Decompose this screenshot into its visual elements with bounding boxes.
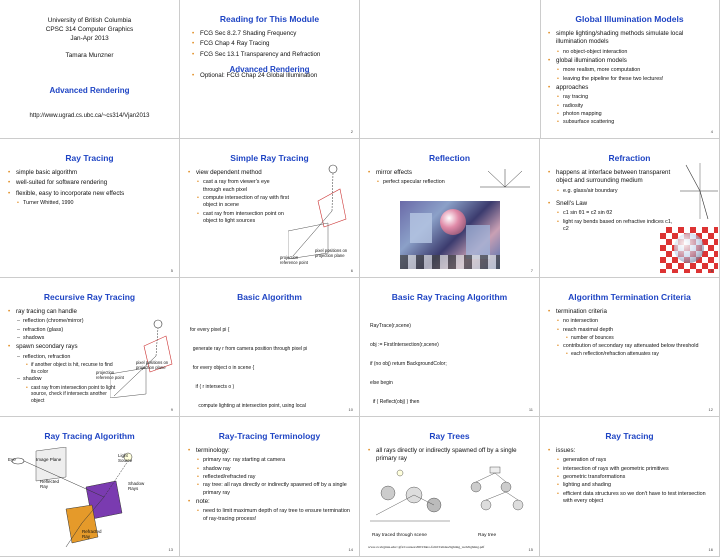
optional-reading [192,72,353,82]
slide-number: 6 [350,268,353,273]
slide-heading: Ray Tracing Algorithm [44,431,135,441]
author: Tamara Munzner [65,51,114,59]
slide-heading: Ray Tracing [65,153,114,163]
code-line: compute lighting at intersection point, using local [190,403,306,410]
sub-bullet: • efficient data structures so we don't have to test intersection with every object [557,491,713,506]
sub-bullet: • ray tree: all rays directly or indirectly spawned off by a single primary ray [197,482,353,497]
reading-item: • FCG Sec 13.1 Transparency and Refraction [192,51,353,59]
code-line: for every object o in scene { [190,365,255,372]
slide-ray-tracing-terminology [180,417,360,557]
pseudocode [190,314,307,417]
sub-bullet: • no intersection [557,318,713,325]
term: Jan-Apr 2013 [70,34,109,42]
reflection-render-image [400,201,500,269]
slide-body [548,169,679,234]
label-image-plane: Image Plane [36,457,62,462]
slide-heading: Ray Tracing [605,431,654,441]
sub-bullet: – reflection, refraction [17,354,119,361]
light-icon [329,165,337,173]
slide-number: 15 [528,547,533,552]
sub-bullet: • e.g. glass/air boundary [557,188,679,195]
label-reflected-ray: Reflected Ray [40,479,60,489]
slide-simple-ray-tracing [180,139,360,278]
sub-bullet: • reach maximal depth [557,327,713,334]
reading-item: • FCG Sec 8.2.7 Shading Frequency [192,30,353,38]
sub-bullet: • contribution of secondary ray attenuated below threshold [557,343,713,350]
bullet: • happens at interface between transparent object and surrounding medium [548,169,679,186]
slide-body [368,447,533,466]
sub-bullet: • intersection of rays with geometric primitives [557,466,713,473]
ray-tree-graph [456,465,534,529]
reading-item: • FCG Chap 4 Ray Tracing [192,40,353,48]
label-light-source: Light Source [118,453,133,463]
bullet: • spawn secondary rays [8,343,119,351]
university: University of British Columbia [47,17,132,24]
object-shape [318,189,346,227]
bullet: • Snell's Law [548,200,679,208]
source-url[interactable]: www.cs.virginia.edu/~gfx/Courses/2003/Intro.fall.03/slides/lighting_web/lighting.pdf [368,545,485,549]
bullet: • well-suited for software rendering [8,179,173,187]
sub-bullet: • c1 sin θ1 = c2 sin θ2 [557,210,679,217]
slide-heading: Reflection [428,153,471,163]
slide-number: 10 [348,407,353,412]
bullet: • terminology: [188,447,353,455]
sub-bullet: • ray tracing [557,94,713,101]
sub-bullet: • no object-object interaction [557,49,713,56]
slide-number: 5 [170,268,173,273]
sub-bullet: – shadows [17,335,119,342]
slide-divider [540,0,541,139]
pseudocode [370,310,474,417]
topic-title: Advanced Rendering [49,86,130,95]
code-line: obj := FirstIntersection(r,scene) [370,341,439,348]
slide-number: 2 [350,129,353,134]
slide-body [188,169,289,226]
reading-item: • Optional: FCG Chap 24 Global Illumination [192,72,353,80]
sub-bullet: • perfect specular reflection [377,179,533,186]
slide-body [548,447,713,506]
sub-bullet: • compute intersection of ray with first object in scene [197,195,289,210]
slide-heading: Algorithm Termination Criteria [568,292,691,302]
slide-title [0,0,180,139]
slide-reading [180,0,360,139]
recursive-ray-diagram [110,318,178,398]
slide-number: 12 [708,407,713,412]
slide-number: 16 [708,547,713,552]
slide-heading: Refraction [608,153,651,163]
slide-number: 11 [528,407,533,412]
bullet: • global illumination models [548,57,713,65]
title-lines [0,17,179,61]
bullet: • view dependent method [188,169,289,177]
sub-bullet: • radiosity [557,103,713,110]
slide-number: 13 [168,547,173,552]
slide-body [548,308,713,359]
label-eye: Eye [8,457,16,462]
sub-bullet: • subsurface scattering [557,119,713,126]
sub-bullet: • each reflection/refraction attenuates ray [566,351,713,358]
course: CPSC 314 Computer Graphics [45,25,134,33]
sub-bullet: • more realism, more computation [557,67,713,74]
slide-number: 7 [530,268,533,273]
ray-tree-scene [370,465,450,529]
sub-bullet: • light ray bends based on refractive indices c1, c2 [557,219,679,234]
sub-bullet: – shadow [17,376,119,383]
sub-bullet: • lighting and shading [557,482,713,489]
bullet: • mirror effects [368,169,533,177]
bullet: • termination criteria [548,308,713,316]
label-refracted-ray: Refracted Ray [82,529,102,539]
label-pixel-positions: pixel positions on projection plane [315,248,348,258]
sub-bullet: • if another object is hit, recurse to find its color [26,362,119,376]
bullet: • issues: [548,447,713,455]
slide-ray-tracing-issues [540,417,720,557]
code-line: if ( r intersects o ) [190,384,235,391]
sub-bullet: – refraction (glass) [17,327,119,334]
sub-bullet: • geometric transformations [557,474,713,481]
refraction-diagram [680,161,718,221]
code-line: RayTrace(r,scene) [370,322,411,329]
code-line: for every pixel pi { [190,326,230,333]
slide-heading: Simple Ray Tracing [230,153,309,163]
slide-body [8,308,119,406]
slide-number: 8 [710,268,713,273]
slide-body [8,169,173,208]
caption-tree: Ray tree [478,533,497,538]
bullet: • all rays directly or indirectly spawned off by a single primary ray [368,447,533,464]
slide-heading: Global Illumination Models [575,14,684,24]
label-reference-point: projection reference point [96,370,124,380]
code-line: if (no obj) return BackgroundColor; [370,361,447,368]
course-url[interactable]: http://www.ugrad.cs.ubc.ca/~cs314/Vjan2013 [29,113,150,119]
bullet: • ray tracing can handle [8,308,119,316]
module-topic: Advanced Rendering [229,65,310,74]
sub-bullet: • need to limit maximum depth of ray tree to ensure termination of ray-tracing process! [197,508,353,523]
reflection-angle-diagram [480,167,530,191]
slide-basic-algorithm [180,278,360,417]
slide-heading: Ray-Tracing Terminology [218,431,321,441]
label-shadow-rays: Shadow Rays [128,481,145,491]
caption-scene: Ray traced through scene [372,533,427,538]
bullet: • simple lighting/shading methods simulate local illumination models [548,30,713,47]
slide-heading: Ray Trees [429,431,470,441]
reading-list [192,30,353,61]
bullet: • simple basic algorithm [8,169,173,177]
code-line: if ( Reflect(obj) ) then [370,399,420,406]
slide-heading: Basic Ray Tracing Algorithm [391,292,508,302]
sub-bullet: • generation of rays [557,457,713,464]
slide-termination-criteria [540,278,720,417]
refraction-render-image [660,227,718,273]
slide-ray-tracing-algorithm [0,417,180,557]
sub-bullet: • Turner Whitted, 1990 [17,200,173,207]
slide-body [548,30,713,128]
slide-number: 9 [170,407,173,412]
sub-bullet: • cast ray from intersection point to light source, check if intersects another object [26,385,119,405]
slide-heading: Reading for This Module [219,14,320,24]
slide-number: 14 [348,547,353,552]
sub-bullet: • cast a ray from viewer's eye through each pixel [197,179,289,194]
slide-basic-ray-tracing-algorithm [360,278,540,417]
code-line: generate ray r from camera position through pixel pi [190,345,308,352]
sub-bullet: • reflected/refracted ray [197,474,353,481]
slide-heading: Basic Algorithm [237,292,302,302]
slide-body [188,447,353,524]
slide-heading: Recursive Ray Tracing [43,292,136,302]
slide-recursive-ray-tracing [0,278,180,417]
bullet: • approaches [548,84,713,92]
slide-reflection [360,139,540,278]
slide-refraction [540,139,720,278]
slide-ray-trees [360,417,540,557]
ray-diagram [288,161,358,261]
bullet: • note: [188,498,353,506]
sub-bullet: • number of bounces [566,335,713,342]
code-line: else begin [370,380,393,387]
label-pixel-positions: pixel positions on projection plane [136,360,169,370]
sub-bullet: • primary ray: ray starting at camera [197,457,353,464]
bullet: • flexible, easy to incorporate new effects [8,190,173,198]
slide-ray-tracing [0,139,180,278]
sub-bullet: – reflection (chrome/mirror) [17,318,119,325]
label-reference-point: projection reference point [280,255,308,265]
sub-bullet: • shadow ray [197,466,353,473]
sub-bullet: • leaving the pipeline for these two lectures! [557,76,713,83]
slide-number: 4 [710,129,713,134]
sub-bullet: • photon mapping [557,111,713,118]
sub-bullet: • cast ray from intersection point on object to light sources [197,211,289,226]
